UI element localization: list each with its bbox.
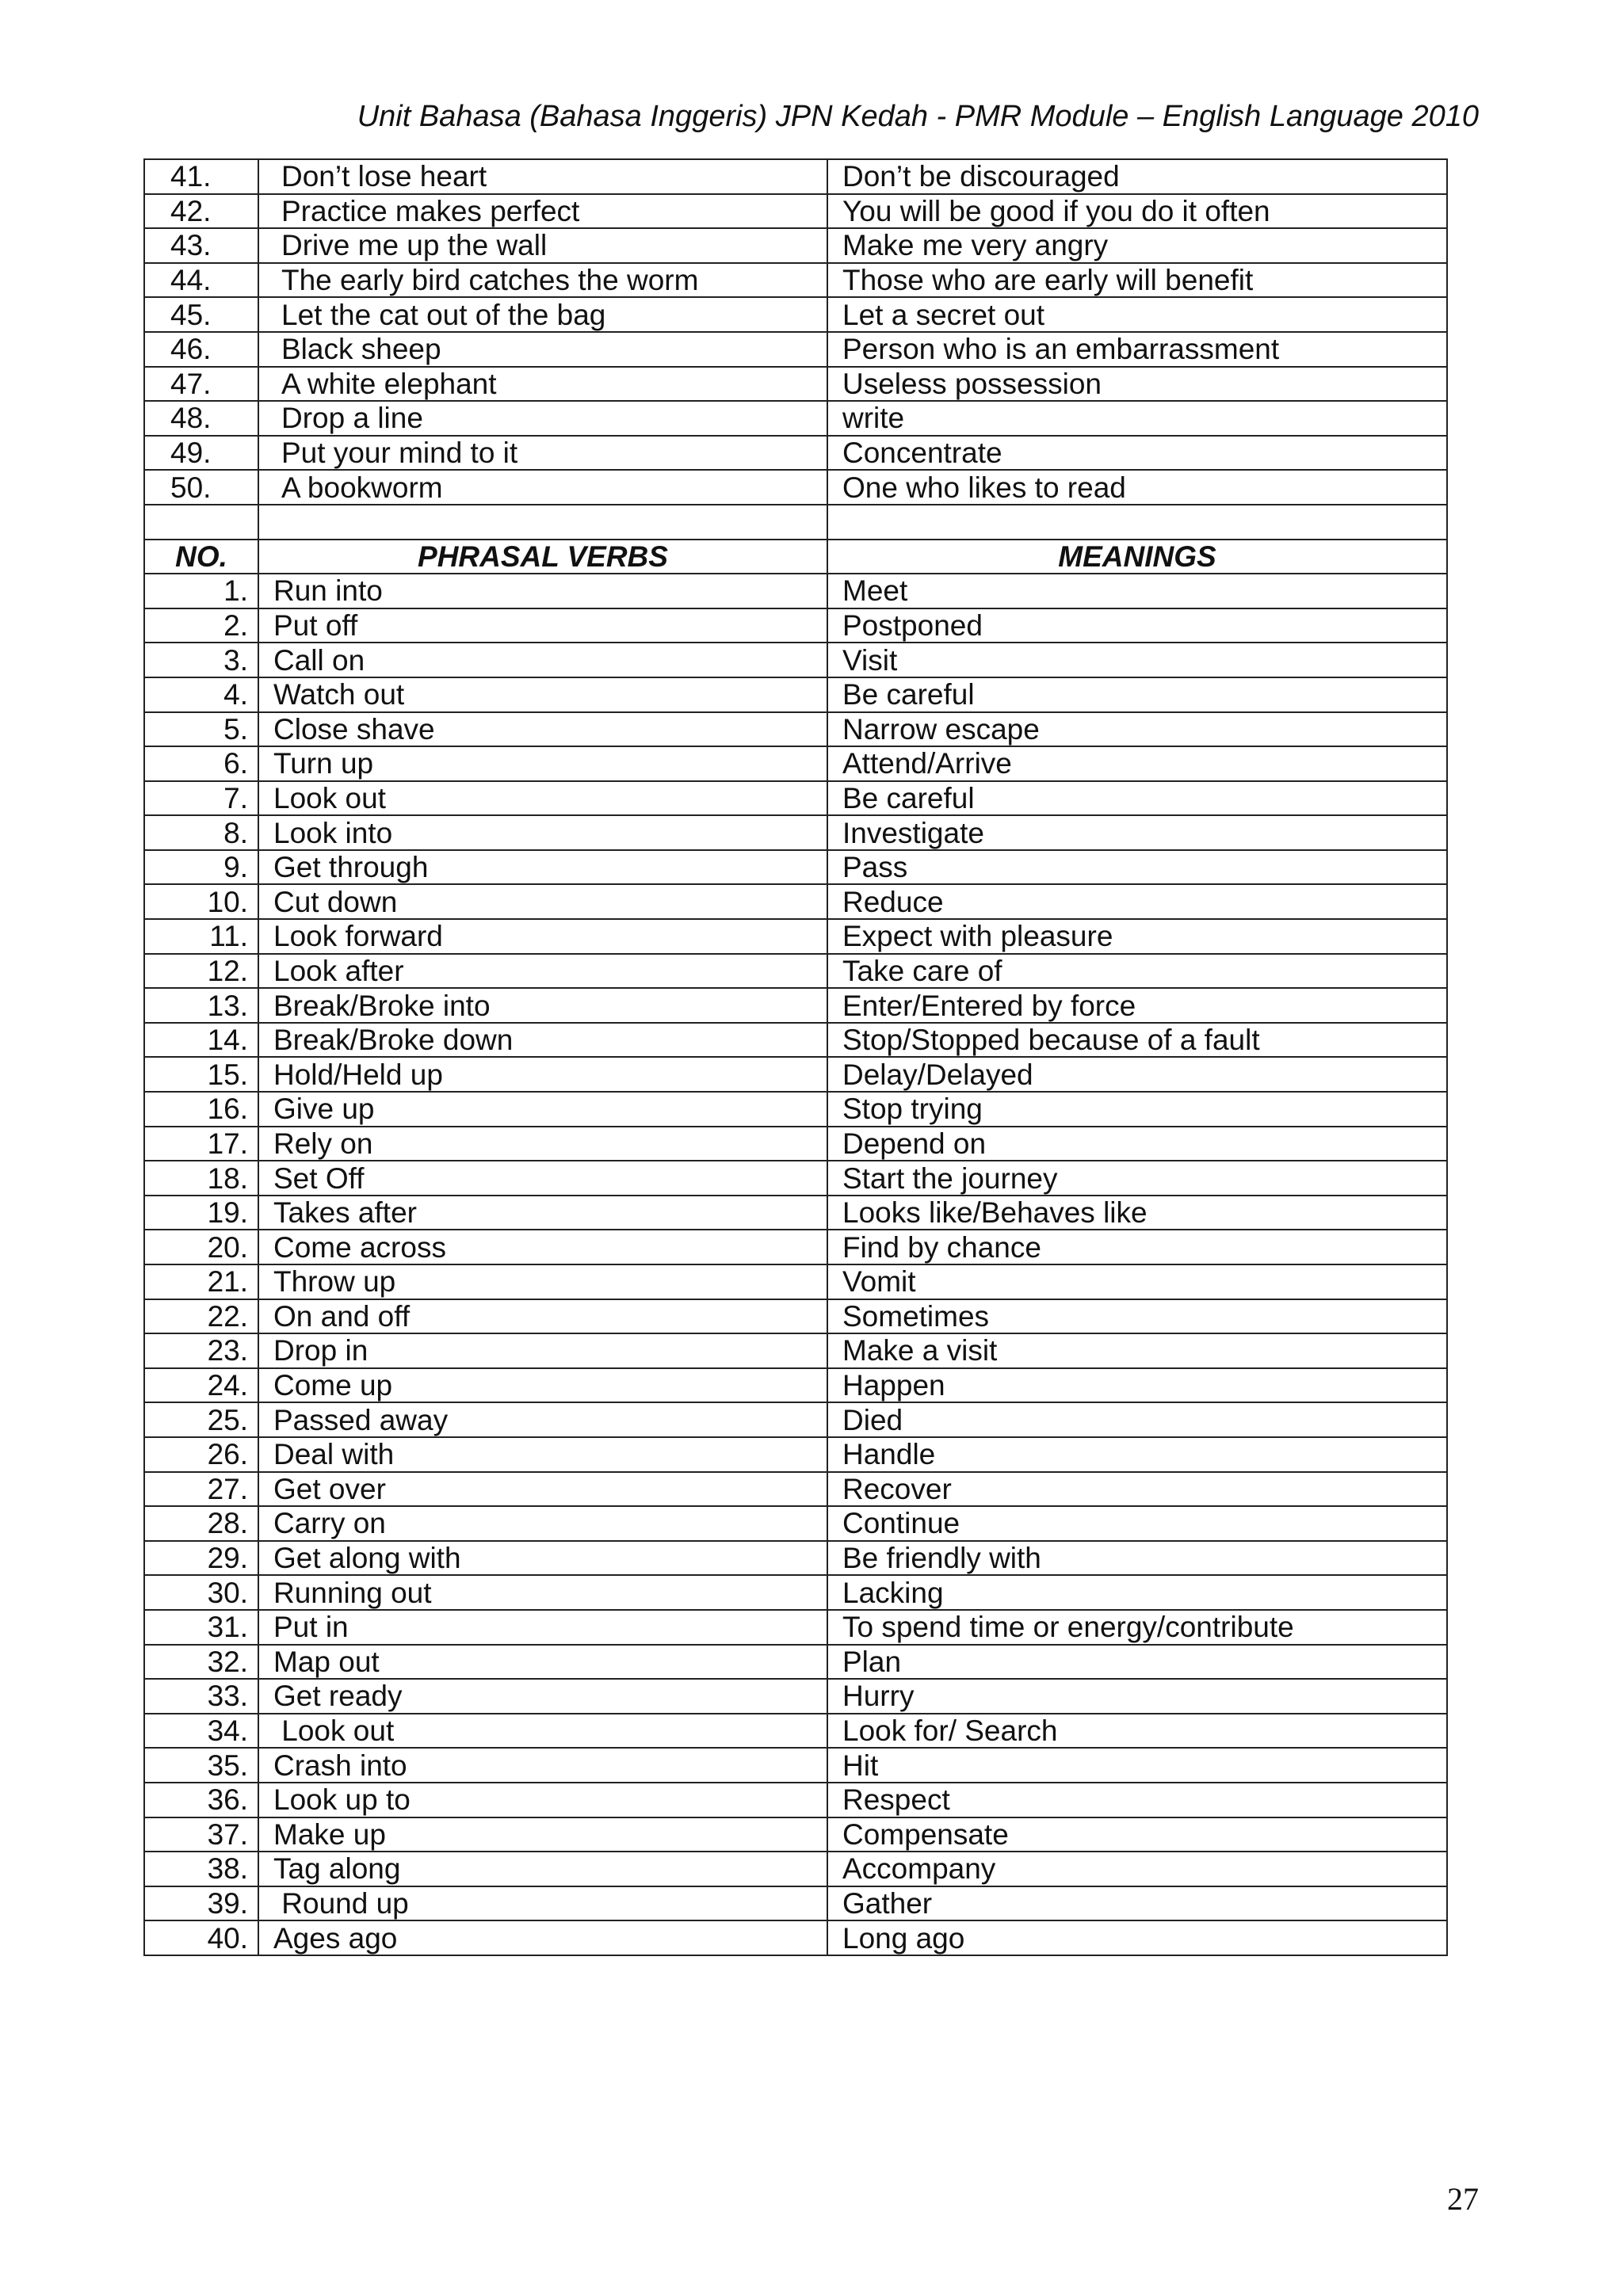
row-number: 7. — [144, 781, 258, 816]
row-number: 38. — [144, 1852, 258, 1886]
row-number: 13. — [144, 988, 258, 1023]
row-meaning: Pass — [827, 850, 1447, 885]
row-meaning: Postponed — [827, 608, 1447, 643]
row-number: 33. — [144, 1679, 258, 1714]
table-row — [144, 1714, 1447, 1749]
table-row — [144, 1817, 1447, 1852]
row-number: 31. — [144, 1610, 258, 1645]
row-number: 11. — [144, 919, 258, 954]
row-number: 32. — [144, 1645, 258, 1680]
row-number: 47. — [144, 367, 258, 402]
row-meaning: Expect with pleasure — [827, 919, 1447, 954]
row-phrase: Get through — [258, 850, 827, 885]
row-number: 27. — [144, 1472, 258, 1507]
table-row — [144, 1645, 1447, 1680]
row-number: 29. — [144, 1541, 258, 1576]
row-phrase: Takes after — [258, 1196, 827, 1230]
row-meaning: Concentrate — [827, 436, 1447, 471]
table-row — [144, 1920, 1447, 1955]
row-number: 21. — [144, 1264, 258, 1299]
table-row — [144, 367, 1447, 402]
row-meaning: Take care of — [827, 954, 1447, 989]
table-row — [144, 643, 1447, 677]
row-meaning: Reduce — [827, 884, 1447, 919]
row-number: 4. — [144, 677, 258, 712]
row-phrase: Passed away — [258, 1402, 827, 1437]
table-row — [144, 194, 1447, 229]
table-row — [144, 1783, 1447, 1817]
row-phrase: Make up — [258, 1817, 827, 1852]
row-number: 6. — [144, 746, 258, 781]
row-number: 24. — [144, 1368, 258, 1403]
row-phrase: Throw up — [258, 1264, 827, 1299]
row-phrase: Running out — [258, 1575, 827, 1610]
header-meanings: MEANINGS — [827, 540, 1447, 574]
row-number: 25. — [144, 1402, 258, 1437]
table-row — [144, 677, 1447, 712]
row-number: 36. — [144, 1783, 258, 1817]
row-meaning: Lacking — [827, 1575, 1447, 1610]
row-meaning: Be careful — [827, 781, 1447, 816]
row-meaning: You will be good if you do it often — [827, 194, 1447, 229]
row-number: 40. — [144, 1920, 258, 1955]
idiom-rows — [144, 159, 1447, 505]
row-number: 46. — [144, 332, 258, 367]
table-row — [144, 1092, 1447, 1127]
row-phrase: Carry on — [258, 1506, 827, 1541]
row-meaning: To spend time or energy/contribute — [827, 1610, 1447, 1645]
blank-row — [144, 505, 1447, 540]
row-phrase: Put off — [258, 608, 827, 643]
row-phrase: Get over — [258, 1472, 827, 1507]
row-phrase: A white elephant — [258, 367, 827, 402]
table-row — [144, 781, 1447, 816]
row-number: 35. — [144, 1748, 258, 1783]
table-row — [144, 1886, 1447, 1921]
row-meaning: Gather — [827, 1886, 1447, 1921]
row-phrase: Round up — [258, 1886, 827, 1921]
row-phrase: Rely on — [258, 1127, 827, 1161]
row-meaning: Depend on — [827, 1127, 1447, 1161]
row-number: 45. — [144, 297, 258, 332]
row-meaning: write — [827, 401, 1447, 436]
table-row — [144, 436, 1447, 471]
row-number: 2. — [144, 608, 258, 643]
row-meaning: Attend/Arrive — [827, 746, 1447, 781]
row-phrase: A bookworm — [258, 470, 827, 505]
row-phrase: Break/Broke into — [258, 988, 827, 1023]
table-row — [144, 297, 1447, 332]
row-phrase: Break/Broke down — [258, 1023, 827, 1058]
row-meaning: Make a visit — [827, 1333, 1447, 1368]
row-meaning: Respect — [827, 1783, 1447, 1817]
table-row — [144, 1437, 1447, 1472]
table-row — [144, 332, 1447, 367]
row-number: 19. — [144, 1196, 258, 1230]
row-number: 22. — [144, 1299, 258, 1334]
table-row — [144, 1023, 1447, 1058]
row-number: 23. — [144, 1333, 258, 1368]
row-phrase: Deal with — [258, 1437, 827, 1472]
table-row — [144, 1679, 1447, 1714]
row-number: 26. — [144, 1437, 258, 1472]
table-row — [144, 1264, 1447, 1299]
row-number: 34. — [144, 1714, 258, 1749]
row-phrase: Drop in — [258, 1333, 827, 1368]
table-header-row — [144, 540, 1447, 574]
row-number: 48. — [144, 401, 258, 436]
row-meaning: Let a secret out — [827, 297, 1447, 332]
table-row — [144, 1748, 1447, 1783]
row-number: 44. — [144, 263, 258, 298]
row-meaning: Recover — [827, 1472, 1447, 1507]
row-meaning: Make me very angry — [827, 228, 1447, 263]
page-number: 27 — [1447, 2181, 1479, 2217]
table-row — [144, 1472, 1447, 1507]
row-number: 10. — [144, 884, 258, 919]
row-phrase: Look after — [258, 954, 827, 989]
row-phrase: Tag along — [258, 1852, 827, 1886]
row-phrase: On and off — [258, 1299, 827, 1334]
row-meaning: Start the journey — [827, 1161, 1447, 1196]
vocabulary-table — [143, 158, 1448, 1956]
table-row — [144, 1506, 1447, 1541]
row-number: 18. — [144, 1161, 258, 1196]
row-phrase: Cut down — [258, 884, 827, 919]
table-row — [144, 1575, 1447, 1610]
row-phrase: Drop a line — [258, 401, 827, 436]
row-number: 28. — [144, 1506, 258, 1541]
row-meaning: Died — [827, 1402, 1447, 1437]
row-phrase: Look forward — [258, 919, 827, 954]
table-row — [144, 574, 1447, 608]
row-phrase: Close shave — [258, 712, 827, 747]
row-phrase: Turn up — [258, 746, 827, 781]
table-row — [144, 815, 1447, 850]
row-meaning: Enter/Entered by force — [827, 988, 1447, 1023]
row-number: 43. — [144, 228, 258, 263]
row-phrase: Crash into — [258, 1748, 827, 1783]
row-phrase: Get along with — [258, 1541, 827, 1576]
table-row — [144, 1610, 1447, 1645]
table-row — [144, 1541, 1447, 1576]
row-number: 1. — [144, 574, 258, 608]
row-phrase: Set Off — [258, 1161, 827, 1196]
table-row — [144, 1161, 1447, 1196]
row-number: 3. — [144, 643, 258, 677]
row-phrase: Look out — [258, 1714, 827, 1749]
row-meaning: Sometimes — [827, 1299, 1447, 1334]
row-meaning: Handle — [827, 1437, 1447, 1472]
table-row — [144, 850, 1447, 885]
row-meaning: Happen — [827, 1368, 1447, 1403]
row-phrase: Practice makes perfect — [258, 194, 827, 229]
row-number: 42. — [144, 194, 258, 229]
row-meaning: Meet — [827, 574, 1447, 608]
row-meaning: One who likes to read — [827, 470, 1447, 505]
row-number: 14. — [144, 1023, 258, 1058]
table-row — [144, 159, 1447, 194]
row-meaning: Be friendly with — [827, 1541, 1447, 1576]
row-meaning: Hit — [827, 1748, 1447, 1783]
table-row — [144, 1852, 1447, 1886]
row-meaning: Accompany — [827, 1852, 1447, 1886]
row-phrase: Drive me up the wall — [258, 228, 827, 263]
table-row — [144, 712, 1447, 747]
row-meaning: Compensate — [827, 1817, 1447, 1852]
row-number: 16. — [144, 1092, 258, 1127]
row-phrase: Put your mind to it — [258, 436, 827, 471]
row-meaning: Don’t be discouraged — [827, 159, 1447, 194]
table-row — [144, 1368, 1447, 1403]
header-phrasal-verbs: PHRASAL VERBS — [258, 540, 827, 574]
row-phrase: Look up to — [258, 1783, 827, 1817]
row-meaning: Find by chance — [827, 1230, 1447, 1264]
table-row — [144, 884, 1447, 919]
blank-row-group — [144, 505, 1447, 540]
table-row — [144, 1057, 1447, 1092]
row-number: 49. — [144, 436, 258, 471]
row-meaning: Useless possession — [827, 367, 1447, 402]
row-meaning: Stop trying — [827, 1092, 1447, 1127]
row-phrase: Black sheep — [258, 332, 827, 367]
row-meaning: Looks like/Behaves like — [827, 1196, 1447, 1230]
row-meaning: Person who is an embarrassment — [827, 332, 1447, 367]
row-number: 41. — [144, 159, 258, 194]
row-number: 39. — [144, 1886, 258, 1921]
row-number: 5. — [144, 712, 258, 747]
row-phrase: Look into — [258, 815, 827, 850]
table-row — [144, 470, 1447, 505]
row-meaning: Long ago — [827, 1920, 1447, 1955]
row-phrase: Put in — [258, 1610, 827, 1645]
table-row — [144, 1127, 1447, 1161]
row-meaning: Be careful — [827, 677, 1447, 712]
page-header: Unit Bahasa (Bahasa Inggeris) JPN Kedah - PMR Module – English Language 2010 — [357, 100, 1479, 133]
row-phrase: Get ready — [258, 1679, 827, 1714]
table-row — [144, 1299, 1447, 1334]
header-no: NO. — [144, 540, 258, 574]
row-phrase: Run into — [258, 574, 827, 608]
row-meaning: Look for/ Search — [827, 1714, 1447, 1749]
row-meaning: Investigate — [827, 815, 1447, 850]
row-meaning: Plan — [827, 1645, 1447, 1680]
table-row — [144, 1230, 1447, 1264]
row-meaning: Delay/Delayed — [827, 1057, 1447, 1092]
row-phrase: Ages ago — [258, 1920, 827, 1955]
row-phrase: Let the cat out of the bag — [258, 297, 827, 332]
row-number: 37. — [144, 1817, 258, 1852]
table-row — [144, 954, 1447, 989]
table-row — [144, 401, 1447, 436]
table-row — [144, 263, 1447, 298]
row-phrase: The early bird catches the worm — [258, 263, 827, 298]
row-phrase: Come up — [258, 1368, 827, 1403]
row-meaning: Continue — [827, 1506, 1447, 1541]
row-meaning: Narrow escape — [827, 712, 1447, 747]
row-number: 12. — [144, 954, 258, 989]
table-row — [144, 746, 1447, 781]
row-phrase: Come across — [258, 1230, 827, 1264]
row-phrase: Give up — [258, 1092, 827, 1127]
row-number: 9. — [144, 850, 258, 885]
table-row — [144, 1196, 1447, 1230]
row-meaning: Visit — [827, 643, 1447, 677]
table-row — [144, 228, 1447, 263]
table-row — [144, 1333, 1447, 1368]
row-phrase: Watch out — [258, 677, 827, 712]
row-phrase: Hold/Held up — [258, 1057, 827, 1092]
table-row — [144, 1402, 1447, 1437]
row-phrase: Don’t lose heart — [258, 159, 827, 194]
row-number: 15. — [144, 1057, 258, 1092]
row-phrase: Look out — [258, 781, 827, 816]
table-row — [144, 919, 1447, 954]
row-meaning: Stop/Stopped because of a fault — [827, 1023, 1447, 1058]
row-meaning: Hurry — [827, 1679, 1447, 1714]
row-number: 20. — [144, 1230, 258, 1264]
row-phrase: Call on — [258, 643, 827, 677]
row-number: 50. — [144, 470, 258, 505]
row-number: 30. — [144, 1575, 258, 1610]
phrasal-verb-rows — [144, 574, 1447, 1955]
row-number: 17. — [144, 1127, 258, 1161]
row-meaning: Those who are early will benefit — [827, 263, 1447, 298]
table-row — [144, 988, 1447, 1023]
row-phrase: Map out — [258, 1645, 827, 1680]
table-row — [144, 608, 1447, 643]
row-number: 8. — [144, 815, 258, 850]
row-meaning: Vomit — [827, 1264, 1447, 1299]
phrasal-header-group — [144, 540, 1447, 574]
